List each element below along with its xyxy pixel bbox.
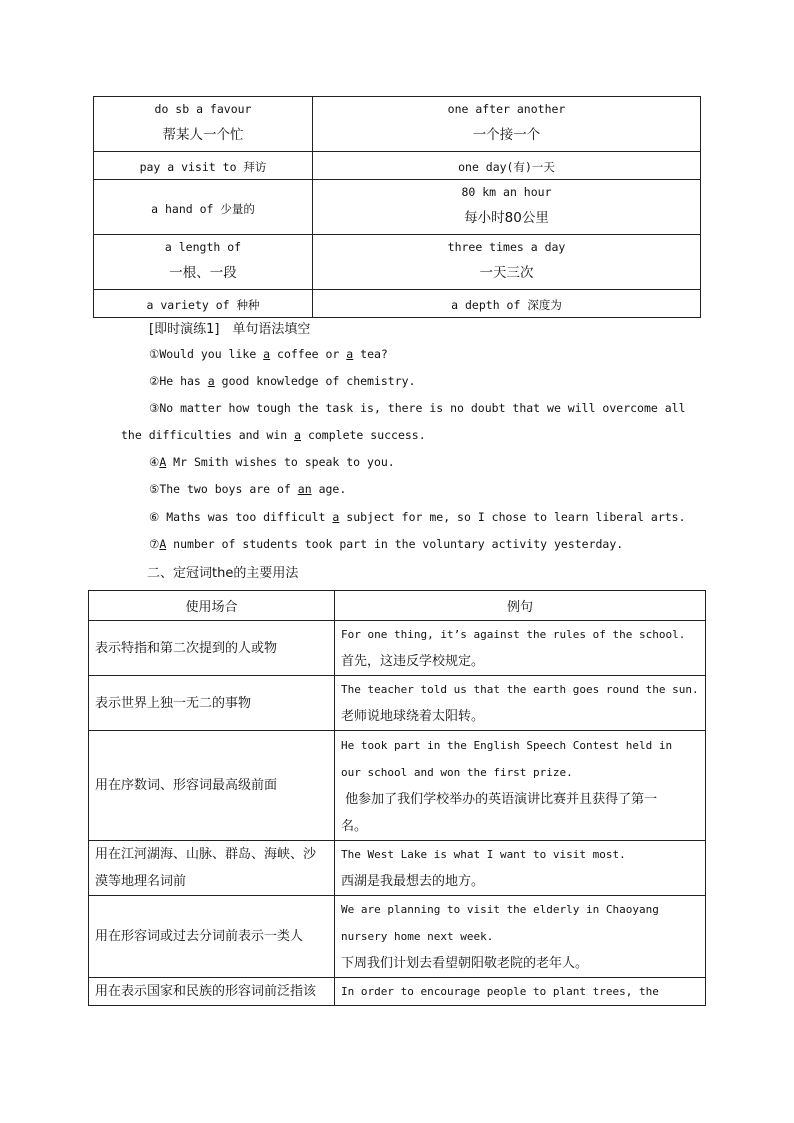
column-header: 例句 [335,591,706,621]
phrase-en: one after another [447,102,566,116]
example-zh: 西湖是我最想去的地方。 [341,874,485,889]
phrase-cell [94,180,313,235]
phrase-cell [313,235,701,290]
phrase-cell [313,97,701,152]
answer-blank: an [297,482,312,496]
phrase-table [93,96,701,318]
example-cell [335,731,706,841]
item-text: good knowledge of chemistry. [214,374,416,388]
phrase-inline: pay a visit to 拜访 [139,160,267,174]
exercise-line [149,455,395,469]
phrase-en: 80 km an hour [461,185,552,199]
usage-cell: 用在序数词、形容词最高级前面 [89,731,335,841]
item-text: tea? [353,347,388,361]
exercise-line [149,374,416,388]
example-en: In order to encourage people to plant trees, the [341,985,659,998]
answer-blank: a [294,428,302,442]
example-cell [335,676,706,731]
table-row [89,731,706,841]
item-text: the difficulties and win [121,428,295,442]
table-row [94,180,701,235]
example-zh: 下周我们计划去看望朝阳敬老院的老年人。 [341,956,589,971]
phrase-cell [313,290,701,318]
table-row [89,676,706,731]
table-header-row [89,591,706,621]
section-heading: 二、定冠词the的主要用法 [147,566,299,581]
example-en: The West Lake is what I want to visit most. [341,848,626,861]
phrase-zh: 一根、一段 [169,265,237,281]
table-row [94,97,701,152]
item-number: ③ [149,401,160,415]
item-text: Maths was too difficult [159,510,333,524]
item-text: No matter how tough the task is, there is no doubt that we will overcome all [159,401,686,415]
example-zh: 他参加了我们学校举办的英语演讲比赛并且获得了第一 [341,791,658,807]
item-number: ⑦ [149,537,160,551]
example-cell [335,621,706,676]
example-en: nursery home next week. [341,930,494,943]
item-number: ⑥ [149,510,160,524]
answer-blank: a [346,347,354,361]
usage-cell: 表示世界上独一无二的事物 [89,676,335,731]
item-text: The two boys are of [159,482,298,496]
phrase-inline: one day(有)一天 [458,160,555,174]
example-zh: 名。 [341,818,368,834]
phrase-cell [313,152,701,180]
phrase-en: a length of [164,240,242,254]
answer-blank: a [263,347,271,361]
phrase-zh: 一天三次 [479,265,534,281]
table-row [89,841,706,896]
exercise-line [121,428,426,442]
exercise-title: [即时演练1] 单句语法填空 [149,322,311,337]
exercise-line [149,537,623,551]
table-row [94,152,701,180]
item-number: ① [149,347,160,361]
example-en: our school and won the first prize. [341,765,573,779]
phrase-cell [94,97,313,152]
item-text: Mr Smith wishes to speak to you. [166,455,395,469]
item-number: ② [149,374,160,388]
table-row [89,896,706,978]
answer-blank: a [332,510,340,524]
item-text: subject for me, so I chose to learn liberal arts. [339,510,686,524]
phrase-zh: 帮某人一个忙 [162,127,244,143]
phrase-en: three times a day [447,240,566,254]
phrase-cell [94,290,313,318]
answer-blank: a [207,374,215,388]
example-zh: 老师说地球绕着太阳转。 [341,709,485,724]
exercise-line [149,510,686,524]
usage-cell: 表示特指和第二次提到的人或物 [89,621,335,676]
usage-table [88,590,706,1006]
exercise-line [149,401,686,415]
item-number: ④ [149,455,160,469]
phrase-zh: 每小时80公里 [464,210,549,226]
item-number: ⑤ [149,482,160,496]
phrase-cell [313,180,701,235]
answer-blank: A [159,455,167,469]
item-text: age. [311,482,347,496]
example-en: We are planning to visit the elderly in Chaoyang [341,903,659,916]
item-text: number of students took part in the voluntary activity yesterday. [166,537,624,551]
answer-blank: A [159,537,167,551]
example-cell [335,841,706,896]
item-text: coffee or [270,347,347,361]
phrase-zh: 一个接一个 [472,127,541,143]
usage-cell: 用在表示国家和民族的形容词前泛指该 [89,978,335,1006]
column-header: 使用场合 [89,591,335,621]
phrase-cell [94,235,313,290]
example-en: For one thing, it’s against the rules of the school. [341,628,686,641]
phrase-cell [94,152,313,180]
item-text: He has [159,374,208,388]
example-en: He took part in the English Speech Contest held in [341,738,673,752]
example-cell [335,978,706,1006]
table-row [94,290,701,318]
example-zh: 首先，这违反学校规定。 [341,654,485,669]
usage-cell: 用在形容词或过去分词前表示一类人 [89,896,335,978]
example-cell [335,896,706,978]
item-text: Would you like [159,347,264,361]
item-text: complete success. [301,428,426,442]
phrase-inline: a variety of 种种 [146,298,260,312]
phrase-inline: a depth of 深度为 [451,298,562,312]
table-row [89,978,706,1006]
usage-cell: 用在江河湖海、山脉、群岛、海峡、沙漠等地理名词前 [89,841,335,896]
table-row [94,235,701,290]
phrase-en: do sb a favour [154,102,252,116]
exercise-line [149,482,346,496]
example-en: The teacher told us that the earth goes round the sun. [341,683,699,696]
table-row [89,621,706,676]
phrase-inline: a hand of 少量的 [151,201,255,216]
exercise-line [149,347,388,361]
